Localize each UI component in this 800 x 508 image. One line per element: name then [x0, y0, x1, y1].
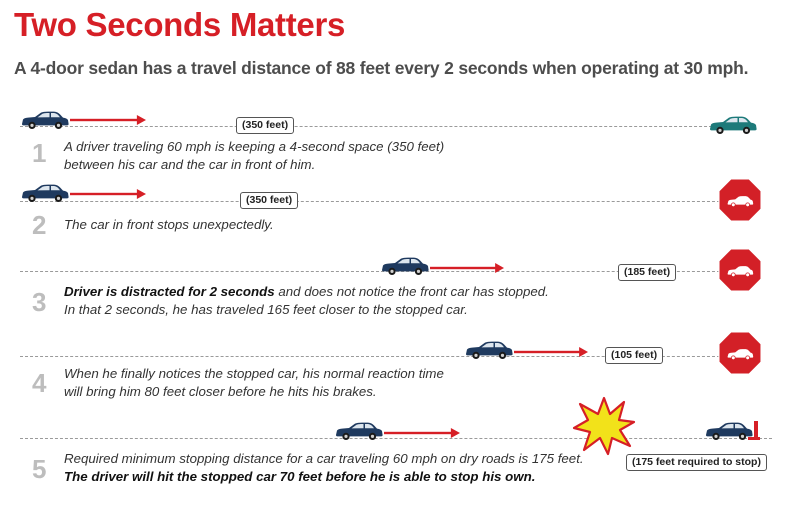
step-line-bold: Driver is distracted for 2 seconds — [64, 284, 275, 299]
distance-label: (185 feet) — [618, 264, 676, 281]
step-number: 5 — [32, 454, 47, 484]
barrier-base — [748, 437, 760, 440]
step-description — [64, 365, 444, 401]
stop-sign-icon — [718, 248, 762, 292]
page-subtitle: A 4-door sedan has a travel distance of 88 feet every 2 seconds when operating at 30 mph. — [14, 58, 749, 78]
step-number: 4 — [32, 368, 47, 398]
sedan-icon — [380, 256, 430, 276]
step-line: When he finally notices the stopped car, his normal reaction time — [64, 366, 444, 381]
step-description — [64, 216, 274, 234]
step-line — [64, 468, 584, 486]
step-number: 3 — [32, 287, 47, 317]
step-line: The car in front stops unexpectedly. — [64, 217, 274, 232]
sedan-icon — [20, 183, 70, 203]
front-car-icon — [708, 115, 758, 135]
distance-label: (175 feet required to stop) — [626, 454, 767, 471]
step-number: 1 — [32, 138, 47, 168]
step-description — [64, 283, 549, 319]
distance-label: (350 feet) — [240, 192, 298, 209]
step-line: A driver traveling 60 mph is keeping a 4-second space (350 feet) — [64, 139, 445, 154]
sedan-icon — [20, 110, 70, 130]
step-line: between his car and the car in front of him. — [64, 157, 316, 172]
step-line: Required minimum stopping distance for a car traveling 60 mph on dry roads is 175 feet. — [64, 451, 584, 466]
distance-line — [20, 201, 720, 202]
arrow-icon — [70, 115, 146, 125]
distance-label: (105 feet) — [605, 347, 663, 364]
distance-line — [20, 271, 720, 272]
arrow-icon — [384, 428, 460, 438]
arrow-icon — [70, 189, 146, 199]
step-line-bold: The driver will hit the stopped car 70 feet before he is able to stop his own. — [64, 469, 536, 484]
step-description — [64, 450, 584, 486]
step-number: 2 — [32, 210, 47, 240]
step-line: In that 2 seconds, he has traveled 165 feet closer to the stopped car. — [64, 302, 468, 317]
crash-burst-icon — [572, 396, 636, 456]
step-line — [64, 283, 549, 301]
sedan-icon — [334, 421, 384, 441]
page-title: Two Seconds Matters — [14, 6, 346, 43]
sedan-icon — [464, 340, 514, 360]
step-description — [64, 138, 444, 174]
distance-label: (350 feet) — [236, 117, 294, 134]
step-line-rest: and does not notice the front car has stopped. — [274, 284, 549, 299]
arrow-icon — [430, 263, 504, 273]
stop-sign-icon — [718, 331, 762, 375]
step-line: will bring him 80 feet closer before he hits his brakes. — [64, 384, 377, 399]
distance-line — [20, 438, 772, 439]
distance-line — [20, 126, 742, 127]
arrow-icon — [514, 347, 588, 357]
stopped-car-icon — [704, 421, 754, 441]
stop-sign-icon — [718, 178, 762, 222]
